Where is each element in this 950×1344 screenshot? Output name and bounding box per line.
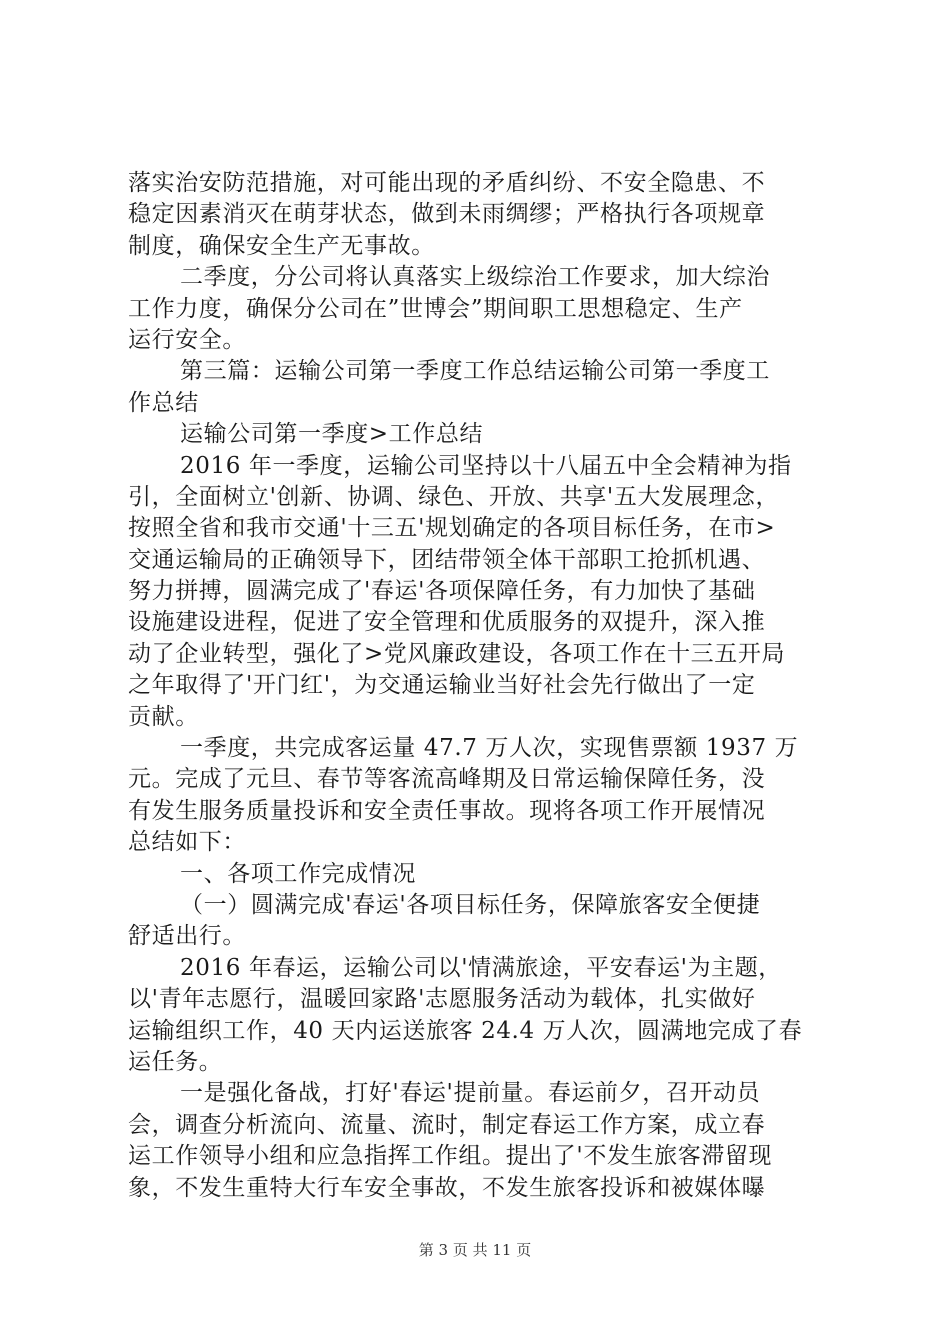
text-line: 会，调查分析流向、流量、流时，制定春运工作方案，成立春: [128, 1111, 766, 1138]
paragraph-start-line: 2016 年春运，运输公司以'情满旅途，平安春运'为主题，: [180, 954, 782, 981]
text-line: 元。完成了元旦、春节等客流高峰期及日常运输保障任务，没: [128, 766, 766, 793]
text-line: 之年取得了'开门红'，为交通运输业当好社会先行做出了一定: [128, 672, 756, 699]
subtitle-line: 运输公司第一季度>工作总结: [180, 421, 484, 448]
text-line: 动了企业转型，强化了>党风廉政建设，各项工作在十三五开局: [128, 640, 786, 667]
subsection-heading-line: 舒适出行。: [128, 923, 246, 950]
paragraph-start-line: 2016 年一季度，运输公司坚持以十八届五中全会精神为指: [180, 452, 792, 479]
text-line: 制度，确保安全生产无事故。: [128, 232, 435, 259]
text-line: 以'青年志愿行，温暖回家路'志愿服务活动为载体，扎实做好: [128, 986, 756, 1013]
text-line: 引，全面树立'创新、协调、绿色、开放、共享'五大发展理念，: [128, 483, 780, 510]
text-line: 运任务。: [128, 1048, 223, 1075]
subsection-heading-line: （一）圆满完成'春运'各项目标任务，保障旅客安全便捷: [180, 891, 761, 918]
text-line: 按照全省和我市交通'十三五'规划确定的各项目标任务，在市>: [128, 515, 776, 542]
text-line: 交通运输局的正确领导下，团结带领全体干部职工抢抓机遇、: [128, 546, 766, 573]
paragraph-start-line: 一季度，共完成客运量 47.7 万人次，实现售票额 1937 万: [180, 735, 799, 762]
text-line: 工作力度，确保分公司在”世博会”期间职工思想稳定、生产: [128, 295, 743, 322]
text-line: 总结如下：: [128, 829, 246, 856]
text-line: 落实治安防范措施，对可能出现的矛盾纠纷、不安全隐患、不: [128, 170, 766, 196]
section-heading-line: 一、各项工作完成情况: [180, 860, 416, 887]
text-line: 设施建设进程，促进了安全管理和优质服务的双提升，深入推: [128, 609, 766, 636]
section-heading-line: 第三篇：运输公司第一季度工作总结运输公司第一季度工: [180, 358, 770, 385]
text-line: 运行安全。: [128, 326, 246, 353]
text-line: 象，不发生重特大行车安全事故，不发生旅客投诉和被媒体曝: [128, 1174, 766, 1201]
text-line: 稳定因素消灭在萌芽状态，做到未雨绸缪；严格执行各项规章: [128, 201, 766, 228]
text-line: 运输组织工作，40 天内运送旅客 24.4 万人次，圆满地完成了春: [128, 1017, 803, 1044]
paragraph-start-line: 一是强化备战，打好'春运'提前量。春运前夕，召开动员: [180, 1080, 761, 1107]
text-line: 运工作领导小组和应急指挥工作组。提出了'不发生旅客滞留现: [128, 1143, 773, 1170]
text-line: 努力拼搏，圆满完成了'春运'各项保障任务，有力加快了基础: [128, 578, 756, 605]
paragraph-start-line: 二季度，分公司将认真落实上级综治工作要求，加大综治: [180, 264, 770, 291]
section-heading-line: 作总结: [128, 389, 199, 416]
text-line: 有发生服务质量投诉和安全责任事故。现将各项工作开展情况: [128, 797, 766, 824]
text-line: 贡献。: [128, 703, 199, 730]
document-body: [128, 168, 834, 1204]
page-number-footer: 第 3 页 共 11 页: [418, 1241, 532, 1259]
